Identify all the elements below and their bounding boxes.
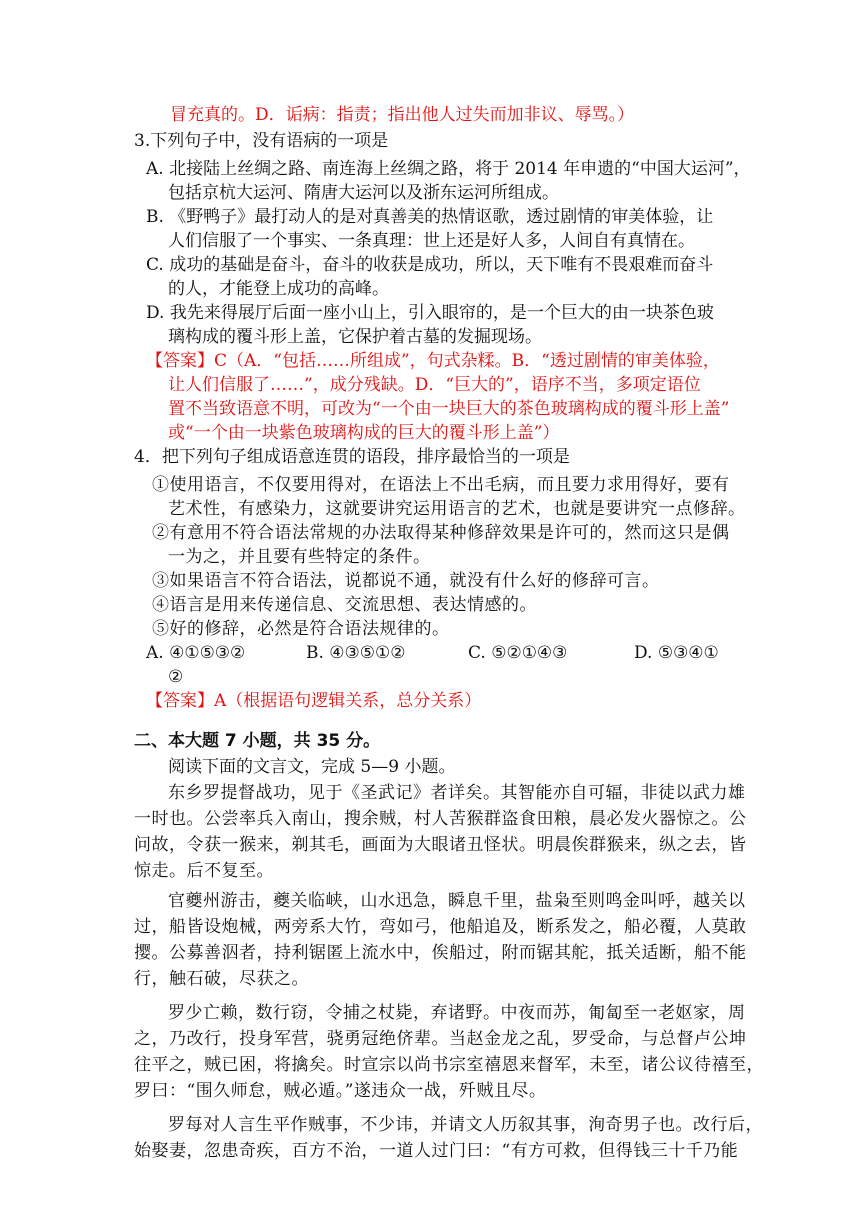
q4-option-d-cont: ② [168, 667, 184, 687]
q3-answer: 【答案】C（A．“包括……所组成”，句式杂糅。B．“透过剧情的审美体验， [146, 351, 720, 371]
passage-p3-line1: 罗少亡赖，数行窃，令捕之杖毙，弃诸野。中夜而苏，匍匐至一老妪家，周 [168, 1003, 746, 1023]
q4-sentence-1-cont: 艺术性，有感染力，这就要讲究运用语言的艺术，也就是要讲究一点修辞。 [168, 499, 746, 519]
q3-option-a: A. 北接陆上丝绸之路、南连海上丝绸之路，将于 2014 年申遗的“中国大运河”， [146, 159, 751, 179]
q2-answer-continuation: 冒充真的。D．诟病：指责；指出他人过失而加非议、辱骂。） [170, 105, 635, 125]
passage-p3-line4: 罗曰：“围久师怠，贼必遁。”遂违众一战，歼贼且尽。 [134, 1081, 547, 1101]
q4-option-a: A. ④①⑤③② [146, 643, 246, 663]
passage-p1-line3: 问故，令获一猴来，剃其毛，画面为大眼诸丑怪状。明晨俟群猴来，纵之去，皆 [134, 835, 747, 855]
q3-option-d-cont: 璃构成的覆斗形上盖，它保护着古墓的发掘现场。 [168, 327, 542, 347]
q3-answer-line2: 让人们信服了……”，成分残缺。D．“巨大的”，语序不当，多项定语位 [168, 375, 701, 395]
section-2-intro: 阅读下面的文言文，完成 5—9 小题。 [168, 757, 456, 777]
q4-option-b: B. ④③⑤①② [306, 643, 406, 663]
q4-sentence-2: ②有意用不符合语法常规的办法取得某种修辞效果是许可的，然而这只是偶 [152, 523, 730, 543]
q4-option-d: D. ⑤③④① [634, 643, 719, 663]
passage-p4-line1: 罗每对人言生平作贼事，不少讳，并请文人历叙其事，洵奇男子也。改行后， [168, 1115, 763, 1135]
q4-sentence-4: ④语言是用来传递信息、交流思想、表达情感的。 [152, 595, 537, 615]
passage-p2-line3: 撄。公募善泅者，持利锯匿上流水中，俟船过，附而锯其舵，抵关适断，船不能 [134, 943, 747, 963]
passage-p2-line4: 行，触石破，尽获之。 [134, 969, 309, 989]
passage-p1-line1: 东乡罗提督战功，见于《圣武记》者详矣。其智能亦自可辐，非徒以武力雄 [168, 783, 746, 803]
q4-sentence-5: ⑤好的修辞，必然是符合语法规律的。 [152, 619, 450, 639]
q3-option-b: B. 《野鸭子》最打动人的是对真善美的热情讴歌，透过剧情的审美体验，让 [146, 207, 714, 227]
q3-stem: 3.下列句子中，没有语病的一项是 [134, 131, 389, 151]
passage-p3-line2: 之，乃改行，投身军营，骁勇冠绝侪辈。当赵金龙之乱，罗受命，与总督卢公坤 [134, 1029, 747, 1049]
passage-p3-line3: 往平之，贼已困，将擒矣。时宣宗以尚书宗室禧恩来督军，未至，诸公议待禧至， [134, 1055, 764, 1075]
q3-answer-line4: 或“一个由一块紫色玻璃构成的巨大的覆斗形上盖”） [168, 423, 560, 443]
section-2-heading: 二、本大题 7 小题，共 35 分。 [134, 731, 381, 751]
q3-answer-line3: 置不当致语意不明，可改为“一个由一块巨大的茶色玻璃构成的覆斗形上盖” [168, 399, 730, 419]
passage-p1-line2: 一时也。公尝率兵入南山，搜余贼，村人苦猴群盗食田粮，晨必发火器惊之。公 [134, 809, 747, 829]
passage-p2-line2: 过，船皆设炮械，两旁系大竹，弯如弓，他船追及，断系发之，船必覆，人莫敢 [134, 917, 747, 937]
q3-option-c-cont: 的人，才能登上成功的高峰。 [168, 279, 389, 299]
q4-option-c: C. ⑤②①④③ [468, 643, 568, 663]
passage-p1-line4: 惊走。后不复至。 [134, 861, 274, 881]
q4-stem: 4．把下列句子组成语意连贯的语段，排序最恰当的一项是 [134, 447, 570, 467]
q3-option-a-cont: 包括京杭大运河、隋唐大运河以及浙东运河所组成。 [168, 183, 559, 203]
q4-sentence-2-cont: 一为之，并且要有些特定的条件。 [168, 547, 431, 567]
q4-sentence-3: ③如果语言不符合语法，说都说不通，就没有什么好的修辞可言。 [152, 571, 660, 591]
passage-p4-line2: 始娶妻，忽患奇疾，百方不治，一道人过门曰：“有方可救，但得钱三十千乃能 [134, 1141, 739, 1161]
passage-p2-line1: 官夔州游击，夔关临峡，山水迅急，瞬息千里，盐枭至则鸣金叫呼，越关以 [168, 891, 746, 911]
q3-option-d: D. 我先来得展厅后面一座小山上，引入眼帘的，是一个巨大的由一块茶色玻 [146, 303, 714, 323]
q3-option-c: C. 成功的基础是奋斗，奋斗的收获是成功，所以，天下唯有不畏艰难而奋斗 [146, 255, 714, 275]
q4-options [146, 642, 746, 664]
q4-answer: 【答案】A（根据语句逻辑关系，总分关系） [146, 691, 482, 711]
q4-sentence-1: ①使用语言，不仅要用得对，在语法上不出毛病，而且要力求用得好，要有 [152, 475, 730, 495]
q3-option-b-cont: 人们信服了一个事实、一条真理：世上还是好人多，人间自有真情在。 [168, 231, 695, 251]
